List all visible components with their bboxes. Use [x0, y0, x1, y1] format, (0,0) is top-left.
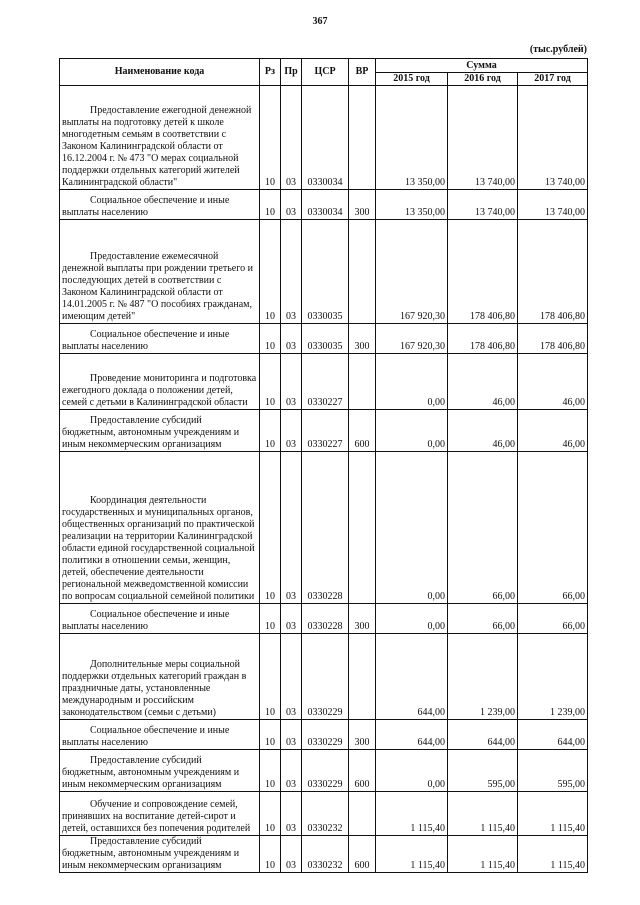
- row-name: Социальное обеспечение и иные выплаты населению: [60, 190, 260, 220]
- row-sum-2016: 13 740,00: [448, 86, 518, 190]
- row-vr: [349, 86, 376, 190]
- header-csr: ЦСР: [302, 59, 349, 86]
- row-csr: 0330228: [302, 452, 349, 604]
- row-pr: 03: [281, 324, 302, 354]
- row-vr: 600: [349, 836, 376, 873]
- row-vr: 300: [349, 720, 376, 750]
- table-row: [60, 354, 588, 410]
- row-csr: 0330232: [302, 792, 349, 836]
- row-vr: 600: [349, 410, 376, 452]
- table-row: [60, 634, 588, 720]
- table-row: [60, 836, 588, 873]
- row-sum-2015: 644,00: [376, 720, 448, 750]
- page-number: 367: [312, 16, 328, 27]
- row-sum-2015: 167 920,30: [376, 220, 448, 324]
- row-sum-2016: 46,00: [448, 410, 518, 452]
- header-sum: Сумма: [376, 59, 588, 73]
- row-sum-2016: 1 115,40: [448, 792, 518, 836]
- row-pr: 03: [281, 354, 302, 410]
- row-sum-2017: 178 406,80: [518, 324, 588, 354]
- row-sum-2015: 0,00: [376, 750, 448, 792]
- row-csr: 0330232: [302, 836, 349, 873]
- row-sum-2017: 13 740,00: [518, 86, 588, 190]
- header-rz: Рз: [260, 59, 281, 86]
- row-sum-2016: 1 115,40: [448, 836, 518, 873]
- row-sum-2015: 1 115,40: [376, 792, 448, 836]
- row-pr: 03: [281, 86, 302, 190]
- row-sum-2015: 0,00: [376, 452, 448, 604]
- header-vr: ВР: [349, 59, 376, 86]
- row-sum-2015: 0,00: [376, 410, 448, 452]
- row-sum-2015: 0,00: [376, 354, 448, 410]
- row-name: Проведение мониторинга и подготовка ежегодного доклада о положении детей, семей с детьми в Калининградской области: [60, 354, 260, 410]
- row-sum-2016: 66,00: [448, 604, 518, 634]
- row-sum-2016: 178 406,80: [448, 324, 518, 354]
- row-rz: 10: [260, 836, 281, 873]
- row-vr: 600: [349, 750, 376, 792]
- row-csr: 0330034: [302, 190, 349, 220]
- row-name: Обучение и сопровождение семей, принявших на воспитание детей-сирот и детей, оставшихся без попечения родителей: [60, 792, 260, 836]
- row-rz: 10: [260, 792, 281, 836]
- row-rz: 10: [260, 190, 281, 220]
- row-rz: 10: [260, 720, 281, 750]
- row-vr: 300: [349, 324, 376, 354]
- row-pr: 03: [281, 190, 302, 220]
- table-row: [60, 190, 588, 220]
- row-pr: 03: [281, 836, 302, 873]
- row-pr: 03: [281, 604, 302, 634]
- row-vr: 300: [349, 604, 376, 634]
- row-name: Социальное обеспечение и иные выплаты населению: [60, 720, 260, 750]
- table-row: [60, 750, 588, 792]
- header-2017: 2017 год: [518, 73, 588, 86]
- row-csr: 0330035: [302, 324, 349, 354]
- row-name: Предоставление субсидий бюджетным, автономным учреждениям и иным некоммерческим организациям: [60, 750, 260, 792]
- row-name: Координация деятельности государственных и муниципальных органов, общественных организаций по практической реализации на территории Калининградской области единой государственной социальной политики в отношении семьи, женщин, детей, обеспечение деятельности региональной межведомственной комиссии по вопросам социальной семейной политики: [60, 452, 260, 604]
- row-vr: [349, 452, 376, 604]
- row-vr: [349, 792, 376, 836]
- row-name: Дополнительные меры социальной поддержки отдельных категорий граждан в праздничные даты, установленные международным и российским законодательством (семьи с детьми): [60, 634, 260, 720]
- table-row: [60, 720, 588, 750]
- header-2016: 2016 год: [448, 73, 518, 86]
- table-row: [60, 86, 588, 190]
- row-sum-2016: 66,00: [448, 452, 518, 604]
- row-name: Социальное обеспечение и иные выплаты населению: [60, 324, 260, 354]
- row-name: Предоставление субсидий бюджетным, автономным учреждениям и иным некоммерческим организациям: [60, 836, 260, 873]
- row-vr: [349, 220, 376, 324]
- row-sum-2017: 13 740,00: [518, 190, 588, 220]
- row-name: Социальное обеспечение и иные выплаты населению: [60, 604, 260, 634]
- budget-table: [59, 58, 588, 873]
- row-pr: 03: [281, 220, 302, 324]
- row-rz: 10: [260, 750, 281, 792]
- row-sum-2015: 644,00: [376, 634, 448, 720]
- table-row: [60, 604, 588, 634]
- row-sum-2015: 13 350,00: [376, 190, 448, 220]
- row-pr: 03: [281, 410, 302, 452]
- row-rz: 10: [260, 604, 281, 634]
- row-sum-2016: 644,00: [448, 720, 518, 750]
- row-csr: 0330034: [302, 86, 349, 190]
- row-csr: 0330035: [302, 220, 349, 324]
- units-label: (тыс.рублей): [529, 44, 587, 55]
- row-rz: 10: [260, 634, 281, 720]
- table-row: [60, 792, 588, 836]
- row-csr: 0330227: [302, 354, 349, 410]
- row-pr: 03: [281, 452, 302, 604]
- row-sum-2015: 1 115,40: [376, 836, 448, 873]
- table-row: [60, 452, 588, 604]
- table-row: [60, 410, 588, 452]
- table-row: [60, 220, 588, 324]
- row-rz: 10: [260, 452, 281, 604]
- row-sum-2015: 167 920,30: [376, 324, 448, 354]
- row-sum-2017: 595,00: [518, 750, 588, 792]
- row-vr: 300: [349, 190, 376, 220]
- row-rz: 10: [260, 324, 281, 354]
- row-rz: 10: [260, 220, 281, 324]
- row-csr: 0330229: [302, 720, 349, 750]
- header-2015: 2015 год: [376, 73, 448, 86]
- row-sum-2017: 178 406,80: [518, 220, 588, 324]
- row-pr: 03: [281, 750, 302, 792]
- row-sum-2016: 1 239,00: [448, 634, 518, 720]
- row-sum-2016: 595,00: [448, 750, 518, 792]
- row-sum-2016: 178 406,80: [448, 220, 518, 324]
- row-name: Предоставление ежегодной денежной выплаты на подготовку детей к школе многодетным семьям в соответствии с Законом Калининградской области от 16.12.2004 г. № 473 "О мерах социальной поддержки отдельных категорий жителей Калининградской области": [60, 86, 260, 190]
- table-row: [60, 324, 588, 354]
- row-sum-2015: 13 350,00: [376, 86, 448, 190]
- row-rz: 10: [260, 86, 281, 190]
- row-vr: [349, 354, 376, 410]
- row-sum-2017: 66,00: [518, 452, 588, 604]
- row-sum-2017: 1 115,40: [518, 792, 588, 836]
- row-sum-2016: 13 740,00: [448, 190, 518, 220]
- row-sum-2017: 1 239,00: [518, 634, 588, 720]
- row-pr: 03: [281, 634, 302, 720]
- row-csr: 0330229: [302, 750, 349, 792]
- header-pr: Пр: [281, 59, 302, 86]
- row-sum-2015: 0,00: [376, 604, 448, 634]
- row-sum-2017: 66,00: [518, 604, 588, 634]
- row-rz: 10: [260, 354, 281, 410]
- row-rz: 10: [260, 410, 281, 452]
- row-name: Предоставление ежемесячной денежной выплаты при рождении третьего и последующих детей в соответствии с Законом Калининградской области от 14.01.2005 г. № 487 "О пособиях гражданам, имеющим детей": [60, 220, 260, 324]
- row-csr: 0330229: [302, 634, 349, 720]
- row-pr: 03: [281, 720, 302, 750]
- row-pr: 03: [281, 792, 302, 836]
- row-sum-2017: 644,00: [518, 720, 588, 750]
- header-name: Наименование кода: [60, 59, 260, 86]
- row-sum-2017: 46,00: [518, 410, 588, 452]
- row-sum-2017: 46,00: [518, 354, 588, 410]
- row-csr: 0330227: [302, 410, 349, 452]
- row-vr: [349, 634, 376, 720]
- row-sum-2017: 1 115,40: [518, 836, 588, 873]
- row-name: Предоставление субсидий бюджетным, автономным учреждениям и иным некоммерческим организациям: [60, 410, 260, 452]
- row-sum-2016: 46,00: [448, 354, 518, 410]
- row-csr: 0330228: [302, 604, 349, 634]
